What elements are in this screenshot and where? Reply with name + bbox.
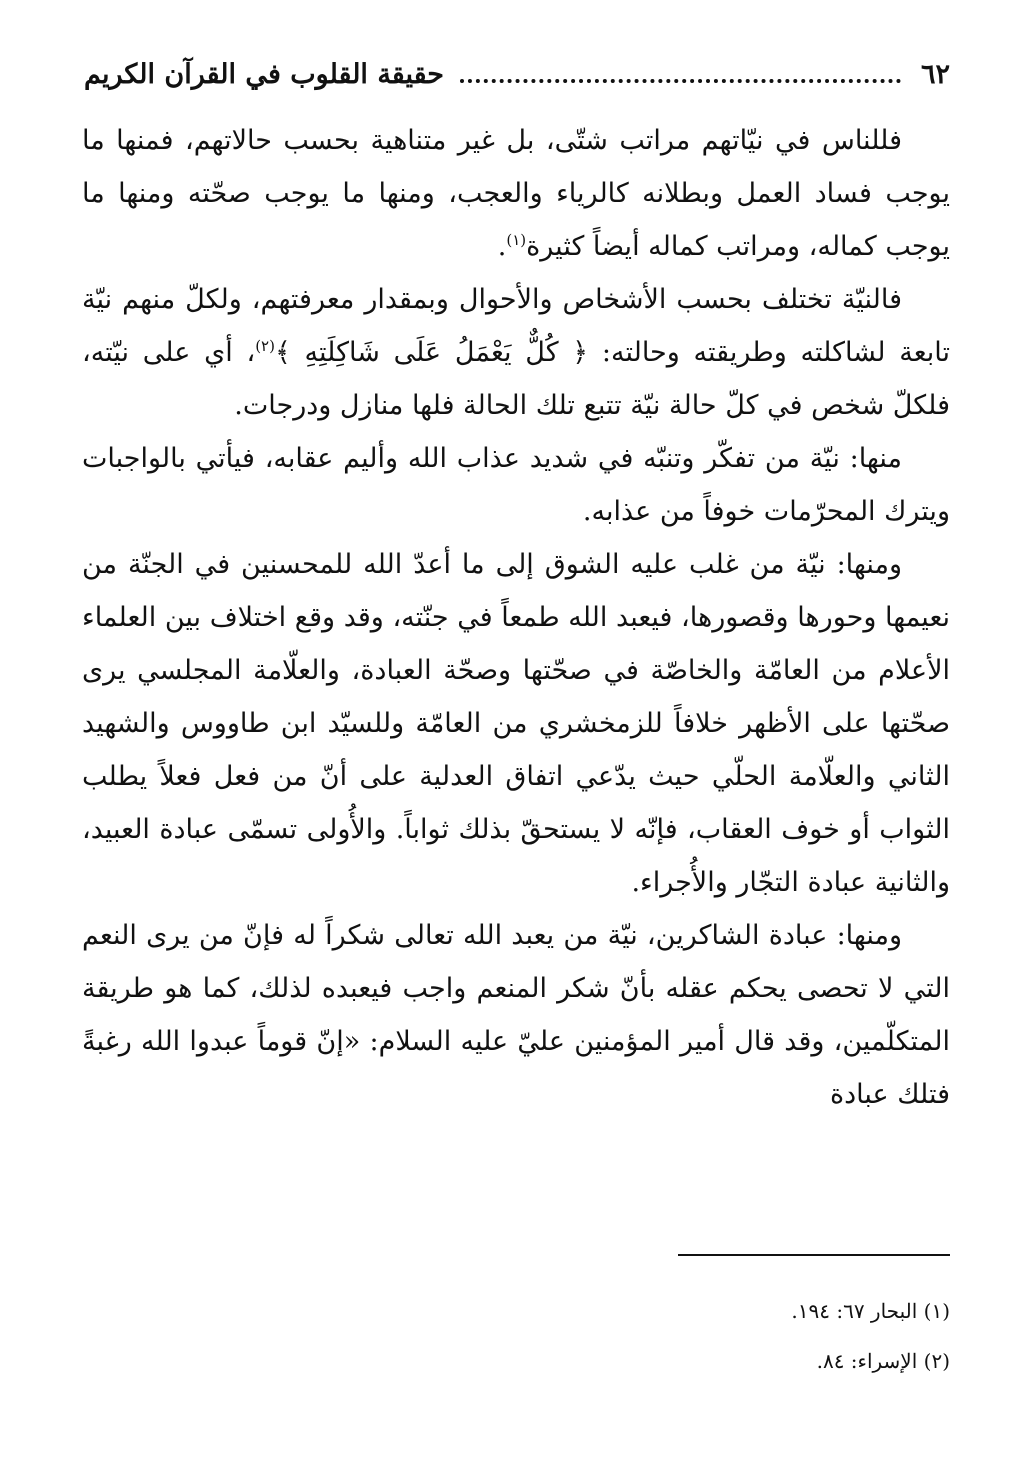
paragraph-1 xyxy=(82,114,950,273)
footnote-ref: (٢) xyxy=(255,337,275,355)
footnotes xyxy=(500,1286,950,1386)
dot-leader xyxy=(460,79,901,83)
paragraph-5 xyxy=(82,909,950,1121)
paragraph-text: . xyxy=(497,231,507,262)
paragraph-3 xyxy=(82,432,950,538)
page-number: ٦٢ xyxy=(920,58,950,90)
paragraph-text: ، أي على نيّته، فلكلّ شخص في كلّ حالة نيّة تتبع تلك الحالة فلها منازل ودرجات. xyxy=(82,337,950,421)
footnote-ref: (١) xyxy=(506,231,527,249)
book-title: حقيقة القلوب في القرآن الكريم xyxy=(84,58,444,90)
paragraph-4 xyxy=(82,538,950,909)
paragraph-text: فالنيّة تختلف بحسب الأشخاص والأحوال وبمقدار معرفتهم، ولكلّ منهم نيّة تابعة لشاكلته وطريقته وحالته: ﴿ كُلٌّ يَعْمَلُ عَلَى شَاكِلَتِهِ ﴾ xyxy=(82,284,950,368)
paragraph-text: ومنها: نيّة من غلب عليه الشوق إلى ما أعدّ الله للمحسنين في الجنّة من نعيمها وحورها وقصورها، فيعبد الله طمعاً في جنّته، وقد وقع اختلاف بين العلماء الأعلام من العامّة والخاصّة في صحّتها وصحّة العبادة، والعلّامة المجلسي يرى صحّتها على الأظهر خلافاً للزمخشري من العامّة وللسيّد ابن طاووس والشهيد الثاني والعلّامة الحلّي حيث يدّعي اتفاق العدلية على أنّ من فعل فعلاً يطلب الثواب أو خوف العقاب، فإنّه لا يستحقّ بذلك ثواباً. والأُولى تسمّى عبادة العبيد، والثانية عبادة التجّار والأُجراء. xyxy=(82,549,950,898)
paragraph-text: فللناس في نيّاتهم مراتب شتّى، بل غير متناهية بحسب حالاتهم، فمنها ما يوجب فساد العمل وبطلانه كالرياء والعجب، ومنها ما يوجب صحّته ومنها ما يوجب كماله، ومراتب كماله أيضاً كثيرة xyxy=(82,125,950,262)
paragraph-2 xyxy=(82,273,950,432)
paragraph-text: ومنها: عبادة الشاكرين، نيّة من يعبد الله تعالى شكراً له فإنّ من يرى النعم التي لا تحصى يحكم عقله بأنّ شكر المنعم واجب فيعبده لذلك، كما هو طريقة المتكلّمين، وقد قال أمير المؤمنين عليّ عليه السلام: «إنّ قوماً عبدوا الله رغبةً فتلك عبادة xyxy=(82,920,950,1110)
body-text xyxy=(82,114,950,1121)
footnote-1: (١) البحار ٦٧: ١٩٤. xyxy=(791,1299,950,1323)
paragraph-text: منها: نيّة من تفكّر وتنبّه في شديد عذاب الله وأليم عقابه، فيأتي بالواجبات ويترك المحرّمات خوفاً من عذابه. xyxy=(82,443,950,527)
footnote-2: (٢) الإسراء: ٨٤. xyxy=(816,1349,950,1373)
running-head xyxy=(84,52,950,96)
footnote-divider xyxy=(678,1254,950,1256)
